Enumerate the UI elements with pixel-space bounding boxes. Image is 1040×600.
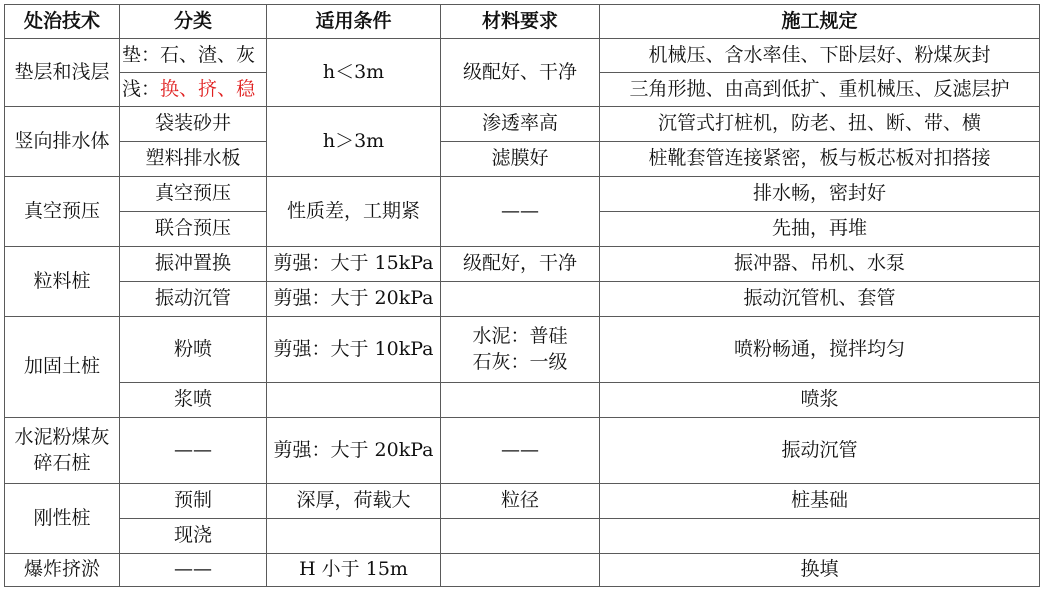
table-row (5, 554, 1040, 587)
technique-cell: 竖向排水体 (5, 107, 120, 177)
condition-cell: H 小于 15m (267, 554, 441, 587)
header-material: 材料要求 (441, 5, 600, 39)
rule-cell: 桩靴套管连接紧密，板与板芯板对扣搭接 (600, 142, 1040, 177)
category-cell: 粉喷 (120, 317, 267, 383)
material-cell: —— (441, 418, 600, 484)
material-cell (441, 519, 600, 554)
category-cell (120, 73, 267, 107)
technique-cell (5, 418, 120, 484)
category-cell: 真空预压 (120, 177, 267, 212)
category-cell: —— (120, 554, 267, 587)
technique-cell: 粒料桩 (5, 247, 120, 317)
soft-soil-treatment-table (4, 4, 1040, 587)
table-row (5, 484, 1040, 519)
table-row (5, 247, 1040, 282)
category-prefix: 浅： (122, 77, 161, 100)
condition-cell: 剪强：大于 20kPa (267, 418, 441, 484)
table-row (5, 107, 1040, 142)
highlight-text: 换 (160, 77, 180, 100)
header-category: 分类 (120, 5, 267, 39)
header-row (5, 5, 1040, 39)
rule-cell: 机械压、含水率佳、下卧层好、粉煤灰封 (600, 39, 1040, 73)
condition-cell: 剪强：大于 15kPa (267, 247, 441, 282)
technique-line: 水泥粉煤灰 (14, 425, 110, 448)
table-row (5, 317, 1040, 383)
category-cell: 振动沉管 (120, 282, 267, 317)
technique-cell: 加固土桩 (5, 317, 120, 418)
material-cell (441, 317, 600, 383)
rule-cell: 喷粉畅通，搅拌均匀 (600, 317, 1040, 383)
header-technique: 处治技术 (5, 5, 120, 39)
highlight-text: 稳 (236, 77, 256, 100)
table-row (5, 519, 1040, 554)
condition-cell (267, 519, 441, 554)
category-cell: 垫：石、渣、灰 (120, 39, 267, 73)
category-cell: 振冲置换 (120, 247, 267, 282)
material-line: 水泥：普硅 (472, 324, 568, 347)
technique-line: 碎石桩 (33, 451, 91, 474)
separator-text: 、 (217, 77, 237, 100)
material-cell: 滤膜好 (441, 142, 600, 177)
material-cell (441, 554, 600, 587)
rule-cell: 先抽，再堆 (600, 212, 1040, 247)
rule-cell: 三角形抛、由高到低扩、重机械压、反滤层护 (600, 73, 1040, 107)
rule-cell: 换填 (600, 554, 1040, 587)
material-cell: 渗透率高 (441, 107, 600, 142)
condition-cell: 性质差，工期紧 (267, 177, 441, 247)
material-cell: 级配好、干净 (441, 39, 600, 107)
category-cell: 预制 (120, 484, 267, 519)
category-cell: 联合预压 (120, 212, 267, 247)
condition-cell: 深厚，荷载大 (267, 484, 441, 519)
table-row (5, 418, 1040, 484)
rule-cell: 排水畅，密封好 (600, 177, 1040, 212)
condition-cell (267, 383, 441, 418)
technique-cell: 刚性桩 (5, 484, 120, 554)
table-row (5, 39, 1040, 73)
material-cell (441, 282, 600, 317)
condition-cell: 剪强：大于 10kPa (267, 317, 441, 383)
category-cell: —— (120, 418, 267, 484)
rule-cell: 沉管式打桩机，防老、扭、断、带、横 (600, 107, 1040, 142)
material-cell: 级配好，干净 (441, 247, 600, 282)
rule-cell: 桩基础 (600, 484, 1040, 519)
table-row (5, 383, 1040, 418)
technique-cell: 爆炸挤淤 (5, 554, 120, 587)
rule-cell (600, 519, 1040, 554)
rule-cell: 振冲器、吊机、水泵 (600, 247, 1040, 282)
separator-text: 、 (179, 77, 199, 100)
table-row (5, 142, 1040, 177)
rule-cell: 振动沉管 (600, 418, 1040, 484)
highlight-text: 挤 (198, 77, 218, 100)
material-cell: 粒径 (441, 484, 600, 519)
category-cell: 浆喷 (120, 383, 267, 418)
category-cell: 袋装砂井 (120, 107, 267, 142)
category-cell: 现浇 (120, 519, 267, 554)
rule-cell: 喷浆 (600, 383, 1040, 418)
header-rule: 施工规定 (600, 5, 1040, 39)
condition-cell: h＜3m (267, 39, 441, 107)
header-condition: 适用条件 (267, 5, 441, 39)
table-row (5, 177, 1040, 212)
rule-cell: 振动沉管机、套管 (600, 282, 1040, 317)
material-cell: —— (441, 177, 600, 247)
condition-cell: 剪强：大于 20kPa (267, 282, 441, 317)
material-cell (441, 383, 600, 418)
category-cell: 塑料排水板 (120, 142, 267, 177)
condition-cell: h＞3m (267, 107, 441, 177)
table-row (5, 282, 1040, 317)
material-line: 石灰：一级 (472, 350, 568, 373)
technique-cell: 真空预压 (5, 177, 120, 247)
technique-cell: 垫层和浅层 (5, 39, 120, 107)
